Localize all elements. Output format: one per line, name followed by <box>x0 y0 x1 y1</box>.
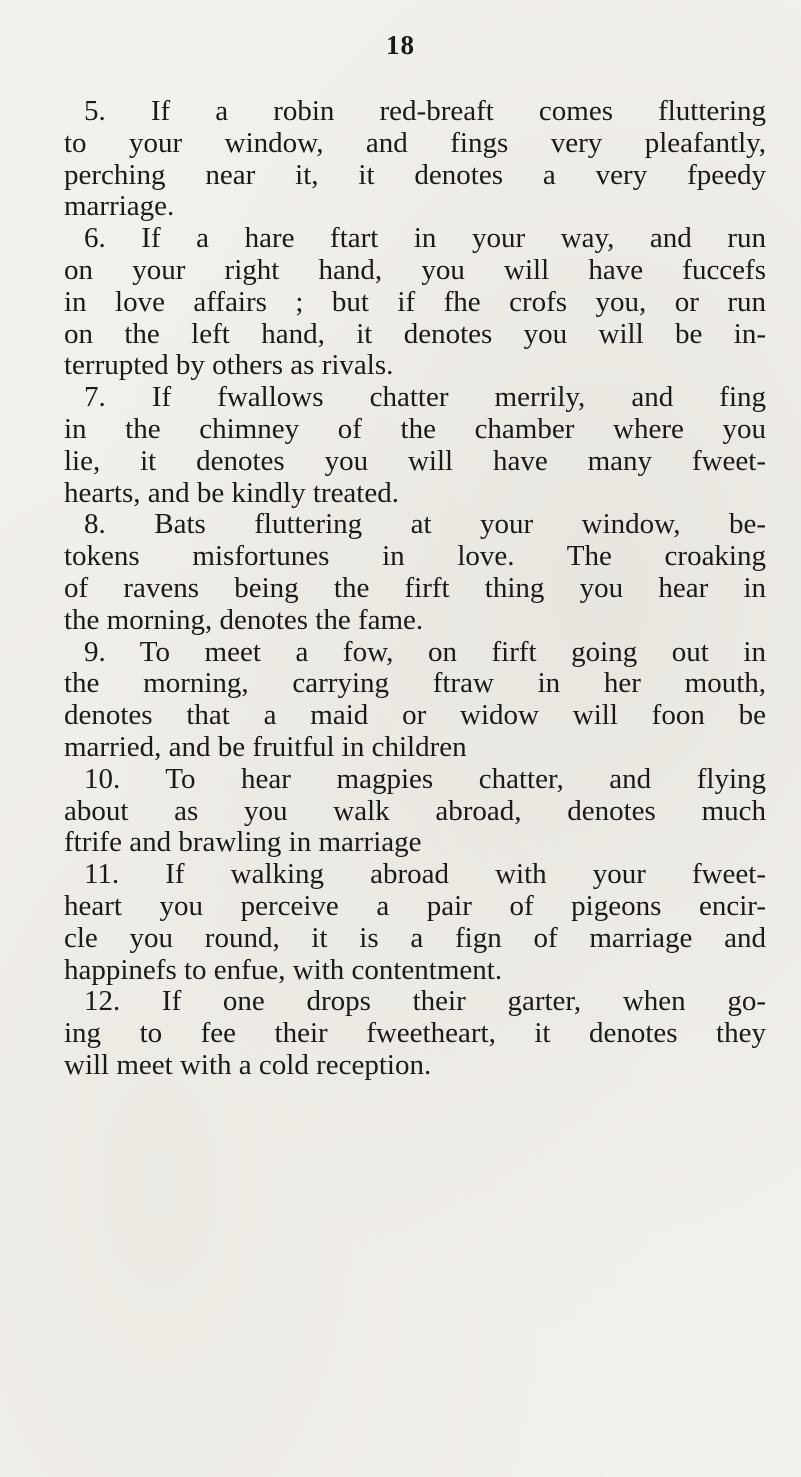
text-line: happinefs to enfue, with contentment. <box>64 953 503 986</box>
text-line: cle you round, it is a fign of marriage and <box>64 921 766 954</box>
text-line: the morning, denotes the fame. <box>64 603 424 636</box>
text-line: 6. If a hare ftart in your way, and run <box>84 222 766 255</box>
body-text <box>64 96 766 1082</box>
text-line: about as you walk abroad, denotes much <box>64 794 766 827</box>
text-line: terrupted by others as rivals. <box>64 349 394 382</box>
text-line: hearts, and be kindly treated. <box>64 476 399 509</box>
text-line: heart you perceive a pair of pigeons encir- <box>64 889 766 922</box>
text-line: perching near it, it denotes a very fpeedy <box>64 158 766 191</box>
text-line: in the chimney of the chamber where you <box>64 412 766 445</box>
text-line: lie, it denotes you will have many fweet- <box>64 444 766 477</box>
text-line: 9. To meet a fow, on firft going out in <box>84 635 766 668</box>
text-line: to your window, and fings very pleafantly, <box>64 126 766 159</box>
text-line: on the left hand, it denotes you will be in- <box>64 317 766 350</box>
text-line: ftrife and brawling in marriage <box>64 826 422 859</box>
page-number: 18 <box>386 30 415 60</box>
text-line: 7. If fwallows chatter merrily, and fing <box>84 381 766 414</box>
text-line: will meet with a cold reception. <box>64 1048 432 1081</box>
text-line: tokens misfortunes in love. The croaking <box>64 540 766 573</box>
text-line: marriage. <box>64 190 175 223</box>
text-line: 12. If one drops their garter, when go- <box>84 985 766 1018</box>
text-line: 8. Bats fluttering at your window, be- <box>84 508 766 541</box>
text-line: of ravens being the firft thing you hear in <box>64 571 766 604</box>
text-line: 11. If walking abroad with your fweet- <box>84 858 766 891</box>
text-line: in love affairs ; but if fhe crofs you, or run <box>64 285 766 318</box>
text-line: denotes that a maid or widow will foon be <box>64 699 766 732</box>
text-line: ing to fee their fweetheart, it denotes they <box>64 1017 766 1050</box>
text-line: on your right hand, you will have fuccefs <box>64 253 766 286</box>
text-line: 10. To hear magpies chatter, and flying <box>84 762 766 795</box>
text-line: the morning, carrying ftraw in her mouth, <box>64 667 766 700</box>
text-line: married, and be fruitful in children <box>64 730 467 763</box>
text-line: 5. If a robin red-breaft comes fluttering <box>84 95 766 127</box>
